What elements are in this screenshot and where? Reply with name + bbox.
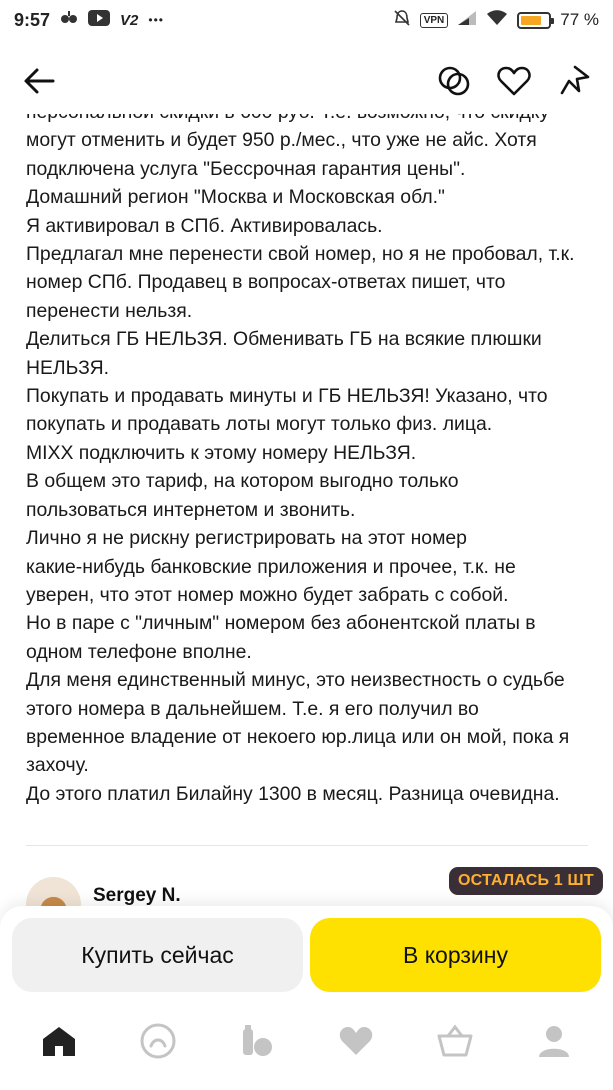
- review-line: подключена услуга "Бессрочная гарантия цены".: [26, 157, 466, 180]
- signal-icon: [457, 10, 477, 31]
- review-line: могут отменить и будет 950 р./мес., что уже не айс. Хотя: [26, 129, 537, 152]
- review-text: [26, 98, 596, 808]
- review-separator: [26, 845, 588, 846]
- reviewer-name[interactable]: Sergey N.: [93, 885, 181, 906]
- purchase-panel: [0, 906, 613, 1002]
- alice-icon[interactable]: [135, 1018, 181, 1064]
- review-line: временное владение от некоего юр.лица или он мой, пока я: [26, 725, 570, 748]
- status-left: [14, 10, 164, 31]
- overflow-dots: •••: [148, 13, 164, 27]
- review-line: пользоваться интернетом и звонить.: [26, 498, 356, 521]
- status-bar: [0, 0, 613, 40]
- battery-fill: [521, 16, 541, 25]
- youtube-icon: [88, 10, 110, 31]
- review-line: покупать и продавать лоты могут только физ. лица.: [26, 413, 493, 436]
- vpn-icon: VPN: [420, 13, 449, 28]
- review-line: Предлагал мне перенести свой номер, но я не пробовал, т.к.: [26, 243, 575, 266]
- review-line: перенести нельзя.: [26, 299, 193, 322]
- stock-badge: ОСТАЛАСЬ 1 ШТ: [449, 867, 603, 895]
- buy-now-button[interactable]: Купить сейчас: [12, 918, 303, 992]
- review-line: номер СПб. Продавец в вопросах-ответах пишет, что: [26, 271, 506, 294]
- review-line: какие-нибудь банковские приложения и прочее, т.к. не: [26, 555, 516, 578]
- header-actions: [435, 62, 593, 100]
- cart-icon[interactable]: [432, 1018, 478, 1064]
- add-to-cart-button[interactable]: В корзину: [310, 918, 601, 992]
- review-line: Для меня единственный минус, это неизвестность о судьбе: [26, 669, 565, 692]
- status-time: 9:57: [14, 9, 51, 30]
- review-line: этого номера в дальнейшем. Т.е. я его получил во: [26, 697, 479, 720]
- review-line: Лично я не рискну регистрировать на этот номер: [26, 527, 467, 550]
- app-header: [0, 48, 613, 114]
- share-icon[interactable]: [555, 62, 593, 100]
- review-line: Домашний регион "Москва и Московская обл.": [26, 186, 445, 209]
- review-line: До этого платил Билайну 1300 в месяц. Разница очевидна.: [26, 782, 560, 805]
- status-right: [393, 9, 599, 32]
- review-line: Покупать и продавать минуты и ГБ НЕЛЬЗЯ! Указано, что: [26, 385, 548, 408]
- favorites-icon[interactable]: [333, 1018, 379, 1064]
- review-line: Я активировал в СПб. Активировалась.: [26, 214, 383, 237]
- review-line: В общем это тариф, на котором выгодно только: [26, 470, 459, 493]
- review-line: захочу.: [26, 754, 89, 777]
- profile-icon[interactable]: [531, 1018, 577, 1064]
- heart-icon[interactable]: [495, 62, 533, 100]
- review-line: одном телефоне вполне.: [26, 640, 252, 663]
- battery-icon: [517, 12, 551, 29]
- battery-percent: 77 %: [560, 10, 599, 29]
- bottom-nav: [0, 1002, 613, 1090]
- home-icon[interactable]: [36, 1018, 82, 1064]
- review-line: MIXX подключить к этому номеру НЕЛЬЗЯ.: [26, 441, 417, 464]
- review-line: Делиться ГБ НЕЛЬЗЯ. Обменивать ГБ на всякие плюшки: [26, 328, 542, 351]
- review-line: Но в паре с "личным" номером без абонентской платы в: [26, 612, 536, 635]
- review-line: уверен, что этот номер можно будет забрать с собой.: [26, 583, 509, 606]
- back-arrow-icon[interactable]: [20, 62, 58, 100]
- app-notification-icon: [60, 10, 78, 31]
- catalog-icon[interactable]: [234, 1018, 280, 1064]
- wifi-icon: [486, 10, 508, 31]
- mute-icon: [393, 9, 411, 32]
- compare-icon[interactable]: [435, 62, 473, 100]
- review-line: НЕЛЬЗЯ.: [26, 356, 110, 379]
- carrier-label: V2: [120, 11, 139, 29]
